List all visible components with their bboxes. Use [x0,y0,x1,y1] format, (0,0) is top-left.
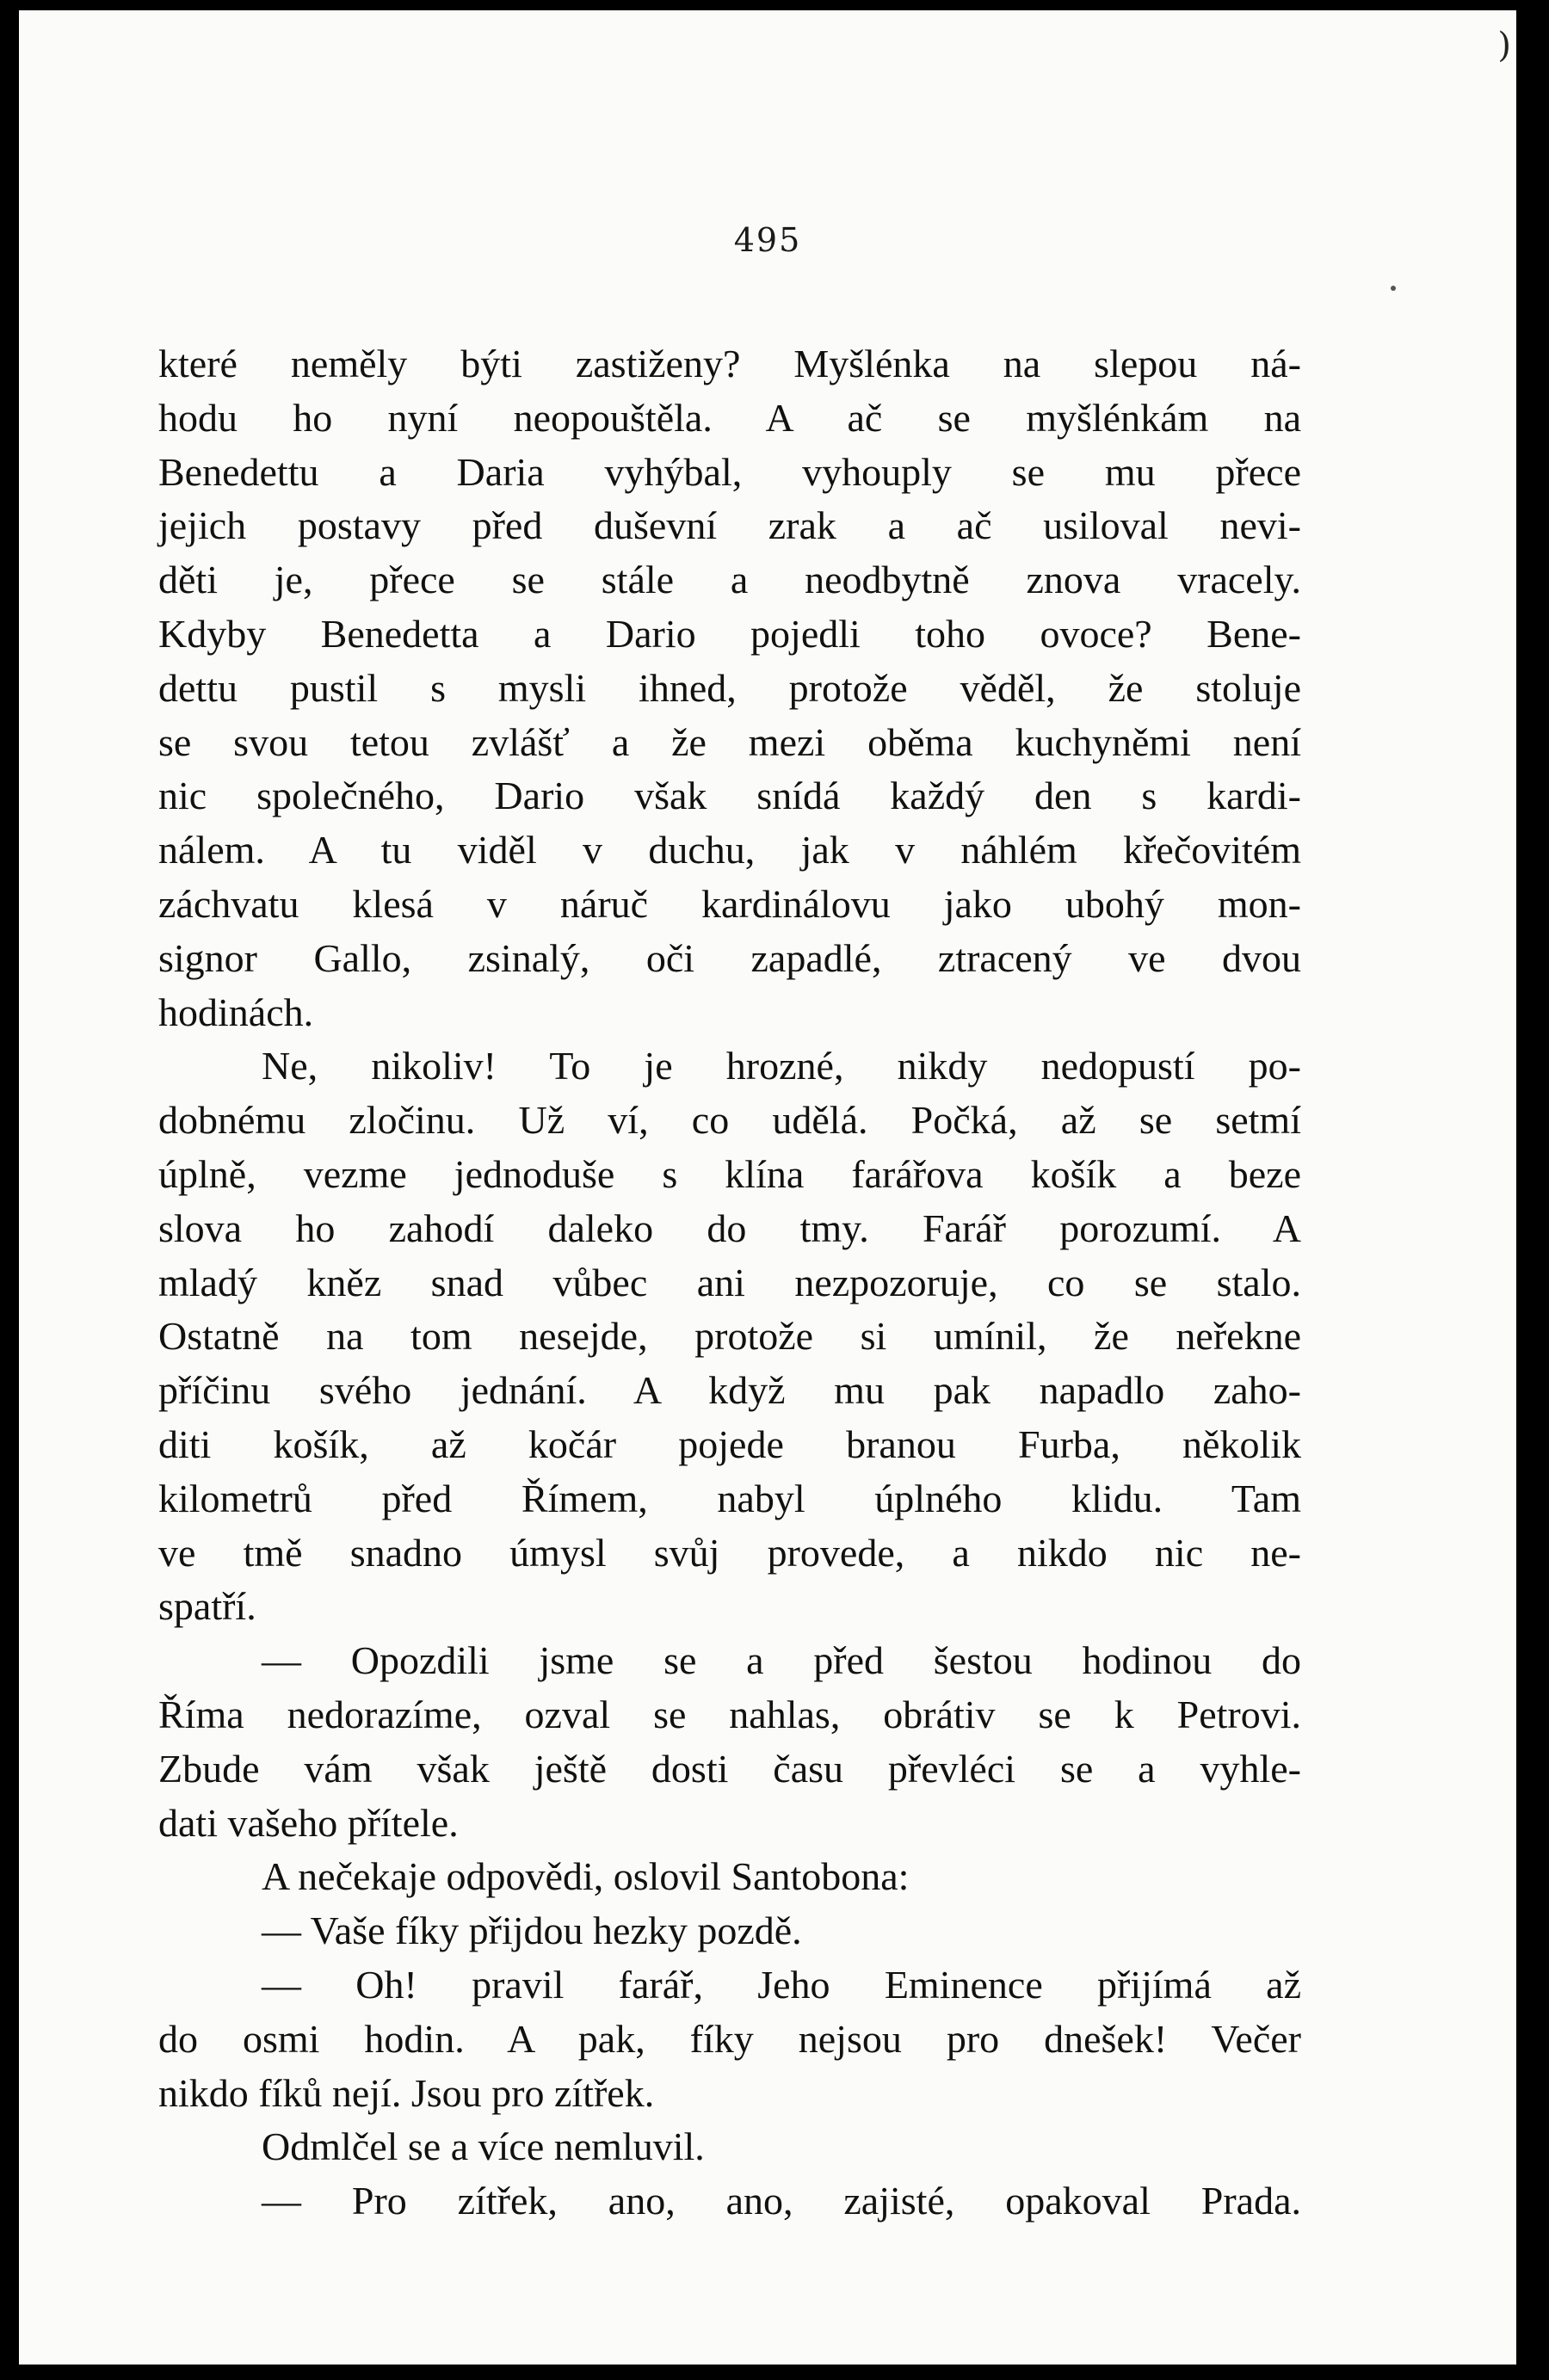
text-line: kilometrů před Římem, nabyl úplného klidu. Tam [158,1476,1301,1520]
text-line: Kdyby Benedetta a Dario pojedli toho ovoce? Bene- [158,611,1301,656]
book-page [19,10,1516,2365]
text-line: Říma nedorazíme, ozval se nahlas, obrátiv se k Petrovi. [158,1692,1301,1736]
text-line: Ostatně na tom nesejde, protože si umínil, že neřekne [158,1314,1301,1359]
text-line: Benedettu a Daria vyhýbal, vyhouply se mu přece [158,449,1301,494]
text-line: do osmi hodin. A pak, fíky nejsou pro dnešek! Večer [158,2016,1301,2061]
margin-mark: ) [1497,26,1511,65]
text-line: Ne, nikoliv! To je hrozné, nikdy nedopustí po- [262,1044,1301,1088]
text-line: nálem. A tu viděl v duchu, jak v náhlém křečovitém [158,828,1301,872]
text-line: úplně, vezme jednoduše s klína farářova košík a beze [158,1151,1301,1196]
text-line: diti košík, až kočár pojede branou Furba, několik [158,1421,1301,1466]
text-line: hodinách. [158,990,314,1034]
text-line: se svou tetou zvlášť a že mezi oběma kuchyněmi není [158,719,1301,764]
text-line: záchvatu klesá v náruč kardinálovu jako ubohý mon- [158,881,1301,926]
page-number: 495 [733,221,802,259]
text-line: A nečekaje odpovědi, oslovil Santobona: [262,1854,910,1899]
text-line: Odmlčel se a více nemluvil. [262,2124,705,2169]
text-line: hodu ho nyní neopouštěla. A ač se myšlénkám na [158,395,1301,440]
text-line: dati vašeho přítele. [158,1800,459,1845]
text-line: Zbude vám však ještě dosti času převléci se a vyhle- [158,1746,1301,1791]
text-line: slova ho zahodí daleko do tmy. Farář porozumí. A [158,1205,1301,1250]
text-line: příčinu svého jednání. A když mu pak napadlo zaho- [158,1368,1301,1413]
text-line: ve tmě snadno úmysl svůj provede, a nikdo nic ne- [158,1530,1301,1575]
text-line: — Oh! pravil farář, Jeho Eminence přijímá až [262,1962,1301,2007]
text-line: — Vaše fíky přijdou hezky pozdě. [262,1908,802,1953]
speck [1391,286,1396,291]
text-line: jejich postavy před duševní zrak a ač usiloval nevi- [158,503,1301,548]
text-line: děti je, přece se stále a neodbytně znova vracely. [158,558,1301,602]
text-line: — Opozdili jsme se a před šestou hodinou do [262,1638,1301,1683]
text-line: mladý kněz snad vůbec ani nezpozoruje, co se stalo. [158,1260,1301,1304]
text-line: nikdo fíků nejí. Jsou pro zítřek. [158,2070,655,2115]
text-line: signor Gallo, zsinalý, oči zapadlé, ztracený ve dvou [158,935,1301,980]
body-text [158,337,1301,2229]
text-line: — Pro zítřek, ano, ano, zajisté, opakoval Prada. [262,2179,1301,2223]
text-line: spatří. [158,1584,256,1629]
text-line: dobnému zločinu. Už ví, co udělá. Počká, až se setmí [158,1098,1301,1143]
text-line: nic společného, Dario však snídá každý den s kardi- [158,774,1301,818]
text-line: dettu pustil s mysli ihned, protože věděl, že stoluje [158,665,1301,710]
text-line: které neměly býti zastiženy? Myšlénka na slepou ná- [158,342,1301,385]
